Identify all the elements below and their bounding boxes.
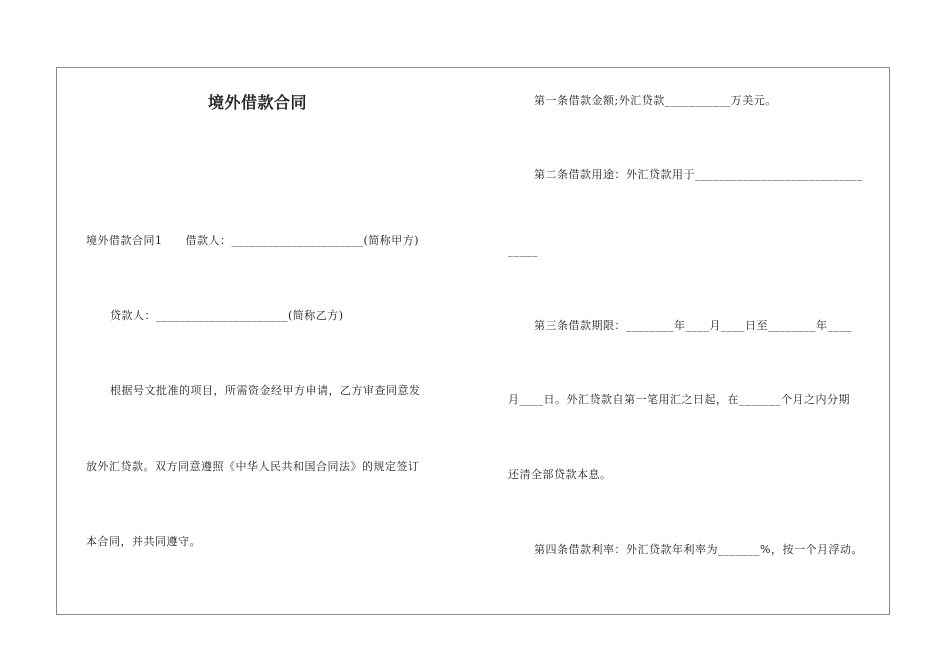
article-2-purpose: 第二条借款用途：外汇贷款用于____________________________ — [534, 168, 863, 181]
article-3-term: 第三条借款期限：________年____月____日至________年____ — [534, 319, 852, 332]
intro-paragraph-line: 放外汇贷款。双方同意遵照《中华人民共和国合同法》的规定签订 — [86, 460, 420, 473]
document-page — [56, 67, 890, 615]
document-title: 境外借款合同 — [208, 93, 308, 112]
intro-paragraph-line: 本合同，并共同遵守。 — [86, 535, 201, 548]
contract-header-line: 境外借款合同1 借款人：______________________(简称甲方) — [86, 234, 420, 247]
lender-line: 贷款人：______________________(简称乙方) — [110, 309, 344, 322]
intro-paragraph-line: 根据号文批准的项目，所需资金经甲方申请，乙方审查同意发 — [110, 384, 421, 397]
article-2-continuation: _____ — [508, 244, 538, 257]
article-4-interest: 第四条借款利率：外汇贷款年利率为_______%，按一个月浮动。 — [534, 543, 863, 556]
article-3-term-line: 还清全部贷款本息。 — [508, 468, 612, 481]
article-3-term-line: 月____日。外汇贷款自第一笔用汇之日起，在_______个月之内分期 — [508, 393, 850, 406]
article-1-amount: 第一条借款金额;外汇贷款___________万美元。 — [534, 94, 777, 107]
